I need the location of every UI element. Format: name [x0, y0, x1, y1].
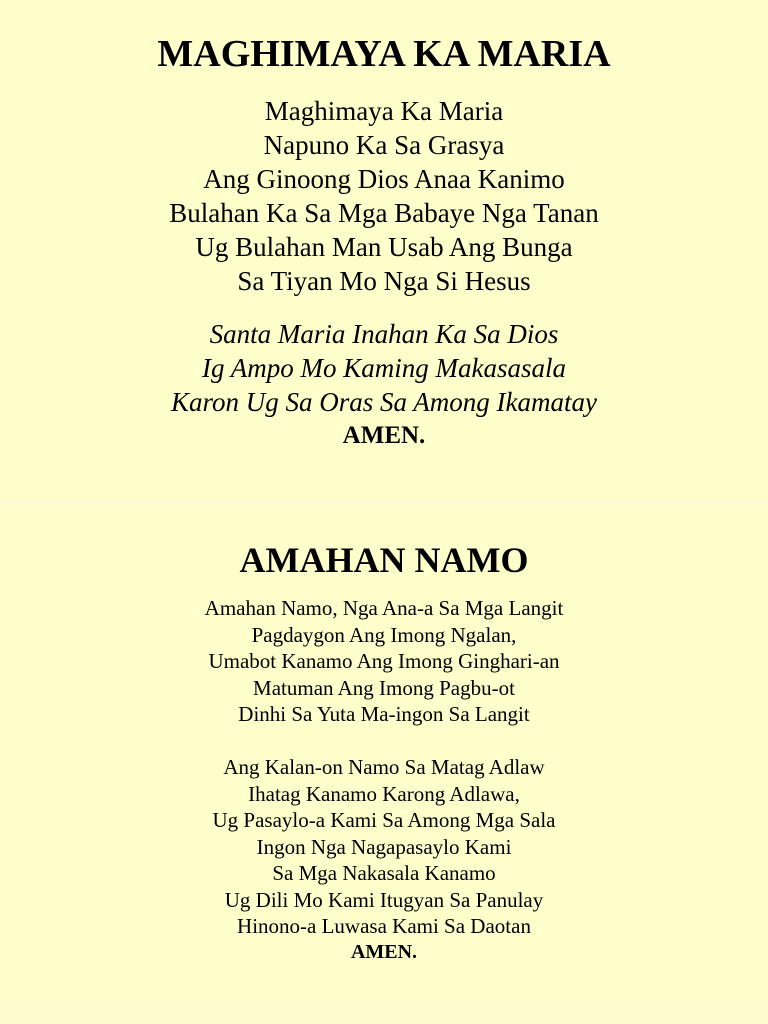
prayer-line: Napuno Ka Sa Grasya	[263, 130, 505, 160]
prayer-line: Matuman Ang Imong Pagbu-ot	[253, 675, 515, 700]
prayer-stanza	[0, 754, 768, 940]
prayer-line: Ang Kalan-on Namo Sa Matag Adlaw	[223, 755, 545, 779]
prayer-line: Amahan Namo, Nga Ana-a Sa Mga Langit	[204, 596, 564, 620]
prayer-line: Ug Dili Mo Kami Itugyan Sa Panulay	[224, 887, 544, 912]
prayer-line: Dinhi Sa Yuta Ma-ingon Sa Langit	[238, 702, 530, 726]
prayer-line: Ihatag Kanamo Karong Adlawa,	[248, 781, 520, 806]
prayer-line: Umabot Kanamo Ang Imong Ginghari-an	[208, 649, 560, 673]
prayer-title: AMAHAN NAMO	[239, 540, 529, 580]
prayer-stanza	[0, 595, 768, 728]
prayer-line: Sa Tiyan Mo Nga Si Hesus	[237, 266, 531, 296]
prayer-line: Pagdaygon Ang Imong Ngalan,	[251, 622, 517, 647]
page-bottom-margin	[0, 1000, 768, 1024]
prayer-stanza-italic	[0, 317, 768, 419]
prayer-line: Ang Ginoong Dios Anaa Kanimo	[203, 164, 565, 194]
prayer-line: Bulahan Ka Sa Mga Babaye Nga Tanan	[169, 198, 599, 228]
hail-mary-panel	[0, 0, 768, 498]
prayer-line: Ig Ampo Mo Kaming Makasasala	[202, 353, 566, 383]
prayer-line: Maghimaya Ka Maria	[264, 96, 504, 126]
amen-label: AMEN.	[350, 941, 418, 963]
prayer-line: Hinono-a Luwasa Kami Sa Daotan	[237, 914, 531, 938]
prayer-line: Ug Bulahan Man Usab Ang Bunga	[195, 232, 573, 262]
page-divider	[0, 498, 768, 506]
our-father-panel	[0, 506, 768, 1000]
prayer-line: Santa Maria Inahan Ka Sa Dios	[209, 319, 559, 349]
prayer-line: Ug Pasaylo-a Kami Sa Among Mga Sala	[212, 808, 556, 832]
prayer-stanza	[0, 94, 768, 298]
prayer-line: Sa Mga Nakasala Kanamo	[272, 861, 496, 885]
prayer-line: Karon Ug Sa Oras Sa Among Ikamatay	[171, 387, 597, 417]
amen-label: AMEN.	[342, 422, 426, 449]
prayer-line: Ingon Nga Nagapasaylo Kami	[256, 834, 512, 859]
prayer-title: MAGHIMAYA KA MARIA	[157, 33, 611, 75]
